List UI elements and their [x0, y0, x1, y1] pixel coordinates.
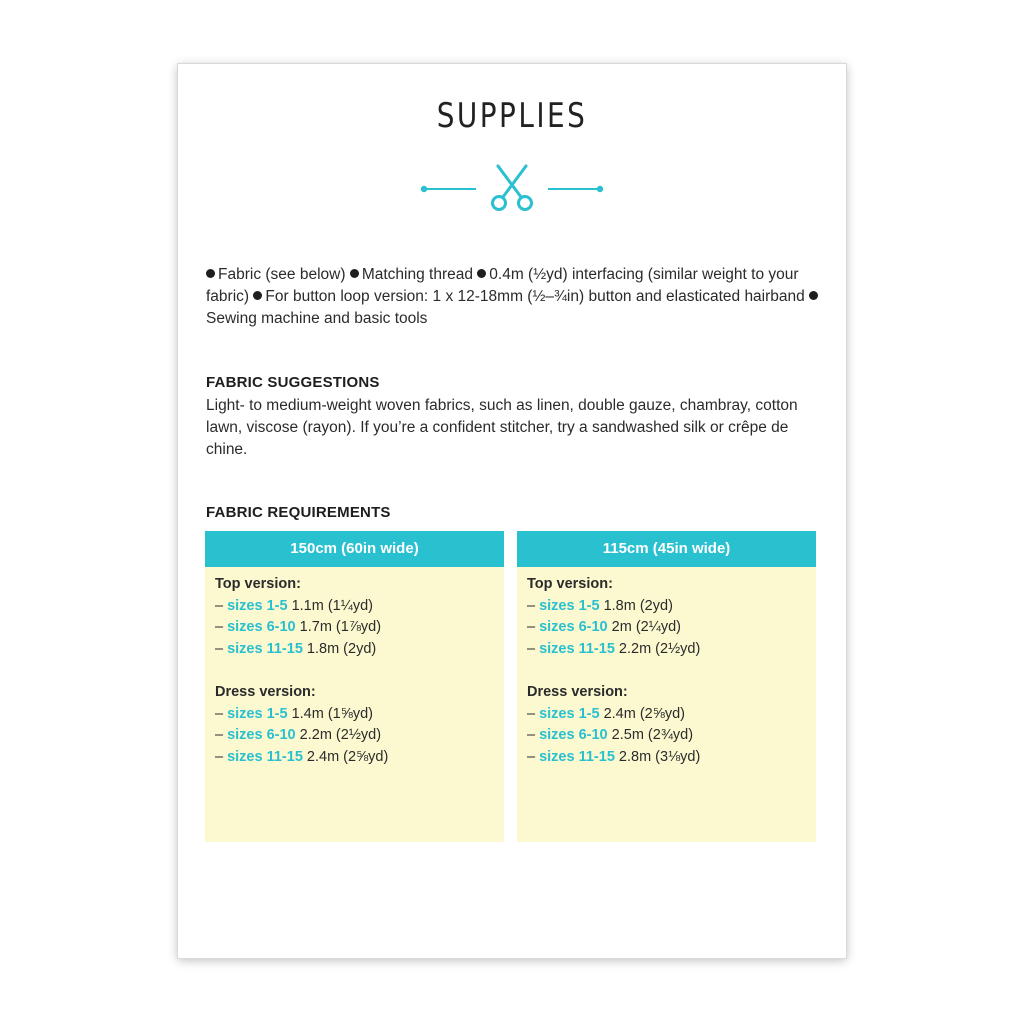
size-range: sizes 6-10: [227, 619, 296, 635]
column-body: [517, 567, 816, 842]
dash: –: [527, 748, 540, 765]
size-range: sizes 6-10: [539, 727, 608, 743]
supplies-list: [206, 264, 826, 330]
requirement-row: [527, 639, 806, 661]
fabric-amount: 1.8m (2yd): [306, 640, 377, 657]
size-range: sizes 11-15: [227, 640, 303, 657]
dash: –: [215, 748, 228, 765]
size-range: sizes 1-5: [539, 705, 600, 722]
supply-item: Fabric (see below): [218, 266, 346, 283]
bullet: [809, 291, 818, 300]
bullet: [350, 269, 359, 278]
fabric-amount: 2.2m (2½yd): [618, 640, 701, 657]
size-range: sizes 11-15: [539, 748, 615, 765]
dash: –: [527, 705, 540, 722]
supply-item: For button loop version: 1 x 12-18mm (½–¾in) button and elasticated hairband: [265, 288, 805, 305]
divider-left-line: [421, 186, 476, 192]
fabric-suggestions-text: Light- to medium-weight woven fabrics, such as linen, double gauze, chambray, cotton lawn, viscose (rayon). If you’re a confident stitcher, try a sandwashed silk or crêpe de chine.: [206, 397, 798, 458]
requirements-column-150cm: [205, 531, 504, 842]
requirement-row: [215, 747, 494, 769]
dash: –: [215, 705, 228, 722]
dash: –: [215, 640, 228, 657]
fabric-amount: 2.8m (3⅛yd): [618, 748, 701, 765]
bullet: [477, 269, 486, 278]
size-range: sizes 11-15: [539, 640, 615, 657]
dash: –: [527, 619, 540, 635]
dash: –: [527, 597, 540, 614]
requirement-row: [215, 725, 494, 747]
requirement-row: [215, 704, 494, 726]
scissors-divider: [418, 158, 608, 218]
requirement-row: [215, 639, 494, 661]
supply-item: Matching thread: [361, 266, 473, 283]
requirement-row: [215, 617, 494, 639]
dress-version-label: Dress version:: [527, 684, 628, 700]
fabric-amount: 2m (2¼yd): [611, 619, 681, 635]
size-range: sizes 6-10: [227, 727, 296, 743]
dash: –: [215, 727, 228, 743]
column-body: [205, 567, 504, 842]
requirement-row: [527, 704, 806, 726]
fabric-amount: 2.4m (2⅝yd): [603, 705, 685, 722]
bullet: [253, 291, 262, 300]
dash: –: [527, 727, 540, 743]
supply-item: Sewing machine and basic tools: [206, 310, 428, 327]
fabric-amount: 1.8m (2yd): [603, 597, 673, 614]
size-range: sizes 1-5: [539, 597, 600, 614]
fabric-amount: 1.7m (1⅞yd): [299, 619, 382, 635]
top-version-label: Top version:: [215, 576, 301, 592]
dash: –: [215, 619, 228, 635]
size-range: sizes 6-10: [539, 619, 608, 635]
fabric-suggestions-heading: FABRIC SUGGESTIONS: [206, 374, 380, 391]
requirement-row: [527, 596, 806, 618]
fabric-amount: 2.4m (2⅝yd): [306, 748, 389, 765]
top-version-label: Top version:: [527, 576, 613, 592]
column-header: 115cm (45in wide): [517, 531, 816, 567]
supply-item: 0.4m (½yd) interfacing (similar weight to your fabric): [206, 266, 799, 305]
size-range: sizes 1-5: [227, 597, 288, 614]
fabric-amount: 1.4m (1⅝yd): [291, 705, 373, 722]
requirement-row: [215, 596, 494, 618]
fabric-amount: 2.2m (2½yd): [299, 727, 382, 743]
requirements-column-115cm: [517, 531, 816, 842]
column-header: 150cm (60in wide): [205, 531, 504, 567]
scissors-icon: [493, 166, 532, 210]
fabric-amount: 2.5m (2¾yd): [611, 727, 694, 743]
fabric-requirements-heading: FABRIC REQUIREMENTS: [206, 504, 391, 521]
page-title: SUPPLIES: [436, 96, 588, 136]
size-range: sizes 1-5: [227, 705, 288, 722]
dress-version-label: Dress version:: [215, 684, 316, 700]
requirement-row: [527, 617, 806, 639]
dash: –: [527, 640, 540, 657]
requirement-row: [527, 747, 806, 769]
fabric-amount: 1.1m (1¼yd): [291, 597, 373, 614]
divider-right-line: [548, 186, 603, 192]
dash: –: [215, 597, 228, 614]
requirement-row: [527, 725, 806, 747]
size-range: sizes 11-15: [227, 748, 303, 765]
bullet: [206, 269, 215, 278]
